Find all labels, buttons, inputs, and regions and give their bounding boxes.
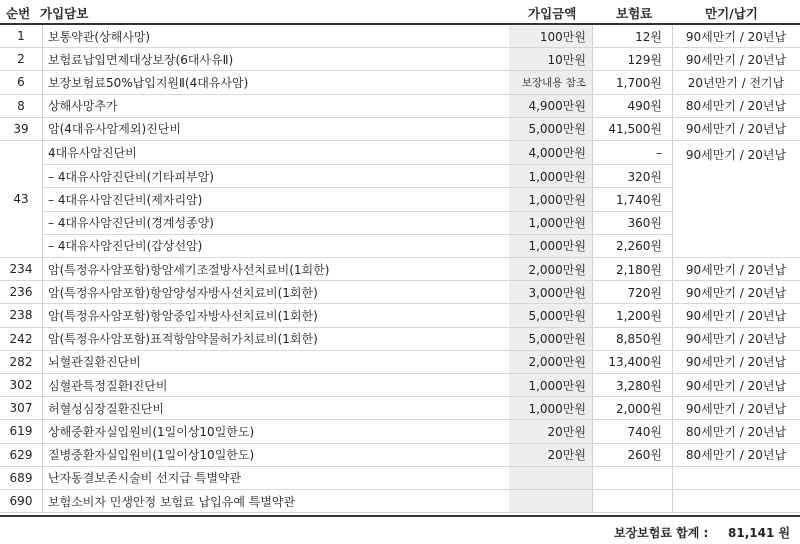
row-name: 보험료납입면제대상보장(6대사유Ⅱ) <box>48 52 234 67</box>
row-no: 238 <box>9 308 33 323</box>
row-no: 1 <box>17 29 25 44</box>
header-name: 가입담보 <box>40 6 89 21</box>
table-row <box>0 281 800 304</box>
group-term: 90세만기 / 20년납 <box>685 148 787 162</box>
table-row <box>42 234 672 257</box>
row-term: 90세만기 / 20년납 <box>685 122 787 137</box>
row-amount: 1,000만원 <box>528 239 586 254</box>
row-amount: 5,000만원 <box>528 308 586 323</box>
header-term: 만기/납기 <box>705 6 758 21</box>
row-term: 90세만기 / 20년납 <box>685 401 787 416</box>
row-term: 90세만기 / 20년납 <box>685 262 787 277</box>
row-name: 상해사망추가 <box>48 99 118 114</box>
row-term: 90세만기 / 20년납 <box>685 332 787 347</box>
row-no: 6 <box>17 75 25 90</box>
row-term: 80세만기 / 20년납 <box>685 99 787 114</box>
row-name: – 4대유사암진단비(기타피부암) <box>48 169 214 184</box>
row-premium: 320원 <box>627 169 662 184</box>
row-amount: 20만원 <box>547 424 586 439</box>
header-premium: 보험료 <box>616 6 653 21</box>
row-premium: 490원 <box>627 99 662 114</box>
row-name: 상해중환자실입원비(1일이상10일한도) <box>48 424 255 439</box>
row-premium: 3,280원 <box>616 378 662 393</box>
table-row <box>0 258 800 281</box>
table-row <box>0 467 800 490</box>
table-row <box>0 48 800 71</box>
header-no: 순번 <box>6 6 31 21</box>
row-name: 4대유사암진단비 <box>48 146 137 161</box>
row-term <box>672 467 800 489</box>
total-label: 보장보험료 합계 : <box>614 525 709 540</box>
row-amount <box>509 467 592 489</box>
row-premium: 13,400원 <box>608 355 662 370</box>
row-no: 2 <box>17 52 25 67</box>
table-row <box>42 164 672 187</box>
table-row <box>0 304 800 327</box>
row-amount: 5,000만원 <box>528 332 586 347</box>
row-premium: 12원 <box>635 29 662 44</box>
table-row <box>0 328 800 351</box>
group-no: 43 <box>13 192 29 206</box>
total-value: 81,141 원 <box>728 525 791 540</box>
table-row <box>42 187 672 210</box>
row-term: 80세만기 / 20년납 <box>685 424 787 439</box>
row-name: 보장보험료50%납입지원Ⅱ(4대유사암) <box>48 75 249 90</box>
row-term: 90세만기 / 20년납 <box>685 285 787 300</box>
row-no: 282 <box>9 354 33 369</box>
row-term: 90세만기 / 20년납 <box>685 308 787 323</box>
row-premium: 2,180원 <box>616 262 662 277</box>
row-name: 보통약관(상해사망) <box>48 29 151 44</box>
row-name: 암(특정유사암포함)표적항암약물허가치료비(1회한) <box>48 332 318 347</box>
row-amount: 2,000만원 <box>528 355 586 370</box>
row-premium <box>596 467 668 489</box>
row-name: – 4대유사암진단비(제자리암) <box>48 192 203 207</box>
table-row <box>0 444 800 467</box>
row-premium: 360원 <box>627 216 662 231</box>
row-amount <box>509 490 592 512</box>
row-amount: 4,900만원 <box>528 99 586 114</box>
row-name: – 4대유사암진단비(경계성종양) <box>48 216 214 231</box>
row-amount: 3,000만원 <box>528 285 586 300</box>
row-name: 심혈관특정질환Ⅰ진단비 <box>48 378 168 393</box>
row-premium: 720원 <box>627 285 662 300</box>
row-amount: 1,000만원 <box>528 192 586 207</box>
row-name: 허혈성심장질환진단비 <box>48 401 164 416</box>
footer-divider <box>0 515 800 517</box>
table-header <box>0 0 800 23</box>
row-term: 90세만기 / 20년납 <box>685 378 787 393</box>
row-name: 암(특정유사암포함)항암중입자방사선치료비(1회한) <box>48 308 318 323</box>
row-premium: 2,000원 <box>616 401 662 416</box>
row-amount: 1,000만원 <box>528 169 586 184</box>
row-name: 암(특정유사암포함)항암세기조절방사선치료비(1회한) <box>48 262 330 277</box>
row-term: 90세만기 / 20년납 <box>685 29 787 44</box>
row-term <box>672 490 800 512</box>
table-row <box>0 95 800 118</box>
row-premium: 1,700원 <box>616 75 662 90</box>
row-amount: 100만원 <box>539 29 586 44</box>
table-row <box>0 141 800 164</box>
row-term: 20년만기 / 전기납 <box>687 75 785 90</box>
row-name: 질병중환자실입원비(1일이상10일한도) <box>48 448 255 463</box>
row-no: 690 <box>9 494 33 509</box>
table-row <box>0 25 800 48</box>
row-amount: 보장내용 참조 <box>521 76 586 89</box>
row-premium: 260원 <box>627 448 662 463</box>
row-no: 242 <box>9 331 33 346</box>
row-no: 39 <box>13 121 29 136</box>
row-premium: 740원 <box>627 424 662 439</box>
row-amount: 1,000만원 <box>528 401 586 416</box>
table-row <box>0 490 800 513</box>
row-amount: 2,000만원 <box>528 262 586 277</box>
header-amount: 가입금액 <box>528 6 577 21</box>
row-name: 암(4대유사암제외)진단비 <box>48 122 181 137</box>
table-row <box>0 71 800 94</box>
row-amount: 20만원 <box>547 448 586 463</box>
row-no: 236 <box>9 285 33 300</box>
row-no: 619 <box>9 424 33 439</box>
row-amount: 1,000만원 <box>528 216 586 231</box>
row-premium <box>596 490 668 512</box>
row-premium: 2,260원 <box>616 239 662 254</box>
row-amount: 4,000만원 <box>528 146 586 161</box>
row-term: 80세만기 / 20년납 <box>685 448 787 463</box>
row-amount: 5,000만원 <box>528 122 586 137</box>
row-no: 689 <box>9 470 33 485</box>
row-name: – 4대유사암진단비(갑상선암) <box>48 239 203 254</box>
row-term: 90세만기 / 20년납 <box>685 52 787 67</box>
table-row <box>0 397 800 420</box>
row-name: 뇌혈관질환진단비 <box>48 355 141 370</box>
row-no: 307 <box>9 401 33 416</box>
row-name: 난자동결보존시술비 선지급 특별약관 <box>48 471 242 486</box>
row-premium: 1,740원 <box>616 192 662 207</box>
row-name: 보험소비자 민생안정 보험료 납입유예 특별약관 <box>48 494 296 509</box>
table-row <box>0 351 800 374</box>
table-row <box>0 420 800 443</box>
row-premium: 129원 <box>627 52 662 67</box>
row-premium: 1,200원 <box>616 308 662 323</box>
row-no: 302 <box>9 378 33 393</box>
row-premium: 8,850원 <box>616 332 662 347</box>
row-name: 암(특정유사암포함)항암양성자방사선치료비(1회한) <box>48 285 318 300</box>
row-premium: – <box>656 145 662 160</box>
table-row <box>0 374 800 397</box>
table-row <box>42 211 672 234</box>
row-no: 8 <box>17 98 25 113</box>
row-no: 629 <box>9 447 33 462</box>
row-premium: 41,500원 <box>608 122 662 137</box>
row-amount: 1,000만원 <box>528 378 586 393</box>
row-term: 90세만기 / 20년납 <box>685 355 787 370</box>
table-row <box>0 118 800 141</box>
row-no: 234 <box>9 262 33 277</box>
row-amount: 10만원 <box>547 52 586 67</box>
